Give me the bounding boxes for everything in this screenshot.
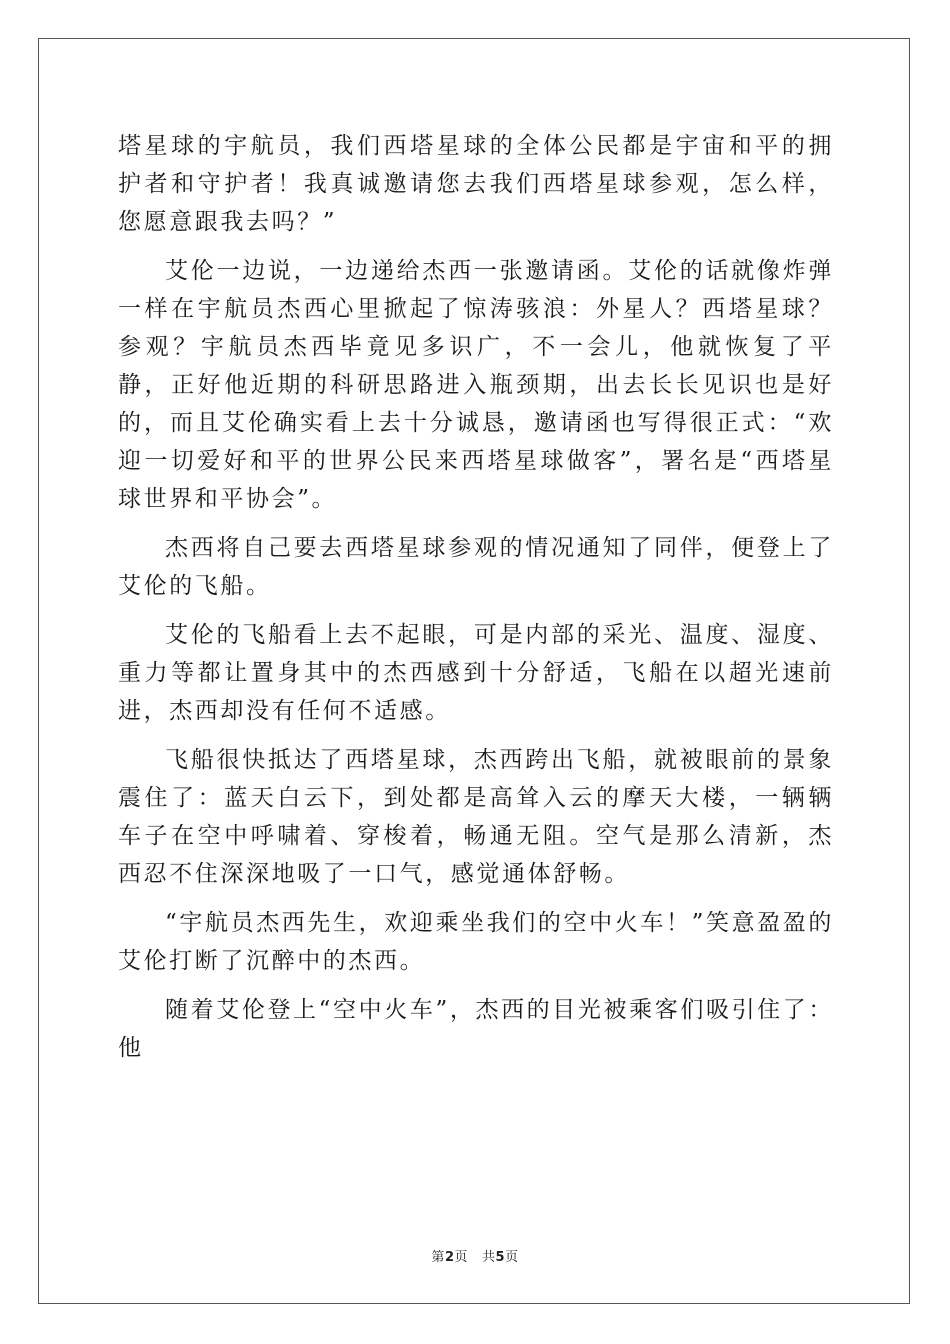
total-prefix: 共 xyxy=(482,1250,496,1265)
page-unit: 页 xyxy=(454,1250,468,1265)
total-unit: 页 xyxy=(505,1250,519,1265)
paragraph: 艾伦的飞船看上去不起眼，可是内部的采光、温度、湿度、重力等都让置身其中的杰西感到十分舒适，飞船在以超光速前进，杰西却没有任何不适感。 xyxy=(118,622,834,724)
paragraph: “宇航员杰西先生，欢迎乘坐我们的空中火车！”笑意盈盈的艾伦打断了沉醉中的杰西。 xyxy=(118,910,834,974)
page-prefix: 第 xyxy=(431,1250,445,1265)
page-current-number: 2 xyxy=(444,1250,455,1265)
paragraph: 随着艾伦登上“空中火车”，杰西的目光被乘客们吸引住了：他 xyxy=(118,997,834,1061)
document-body xyxy=(118,127,834,1067)
page-total-number: 5 xyxy=(495,1250,506,1265)
paragraph: 杰西将自己要去西塔星球参观的情况通知了同伴，便登上了艾伦的飞船。 xyxy=(118,535,834,599)
page-footer xyxy=(0,1246,950,1265)
paragraph: 飞船很快抵达了西塔星球，杰西跨出飞船，就被眼前的景象震住了：蓝天白云下，到处都是高耸入云的摩天大楼，一辆辆车子在空中呼啸着、穿梭着，畅通无阻。空气是那么清新，杰西忍不住深深地吸了一口气，感觉通体舒畅。 xyxy=(118,747,834,887)
paragraph: 艾伦一边说，一边递给杰西一张邀请函。艾伦的话就像炸弹一样在宇航员杰西心里掀起了惊涛骇浪：外星人？西塔星球？参观？宇航员杰西毕竟见多识广，不一会儿，他就恢复了平静，正好他近期的科研思路进入瓶颈期，出去长长见识也是好的，而且艾伦确实看上去十分诚恳，邀请函也写得很正式：“欢迎一切爱好和平的世界公民来西塔星球做客”，署名是“西塔星球世界和平协会”。 xyxy=(118,258,834,512)
paragraph-continued: 塔星球的宇航员，我们西塔星球的全体公民都是宇宙和平的拥护者和守护者！我真诚邀请您去我们西塔星球参观，怎么样，您愿意跟我去吗？” xyxy=(118,133,834,235)
